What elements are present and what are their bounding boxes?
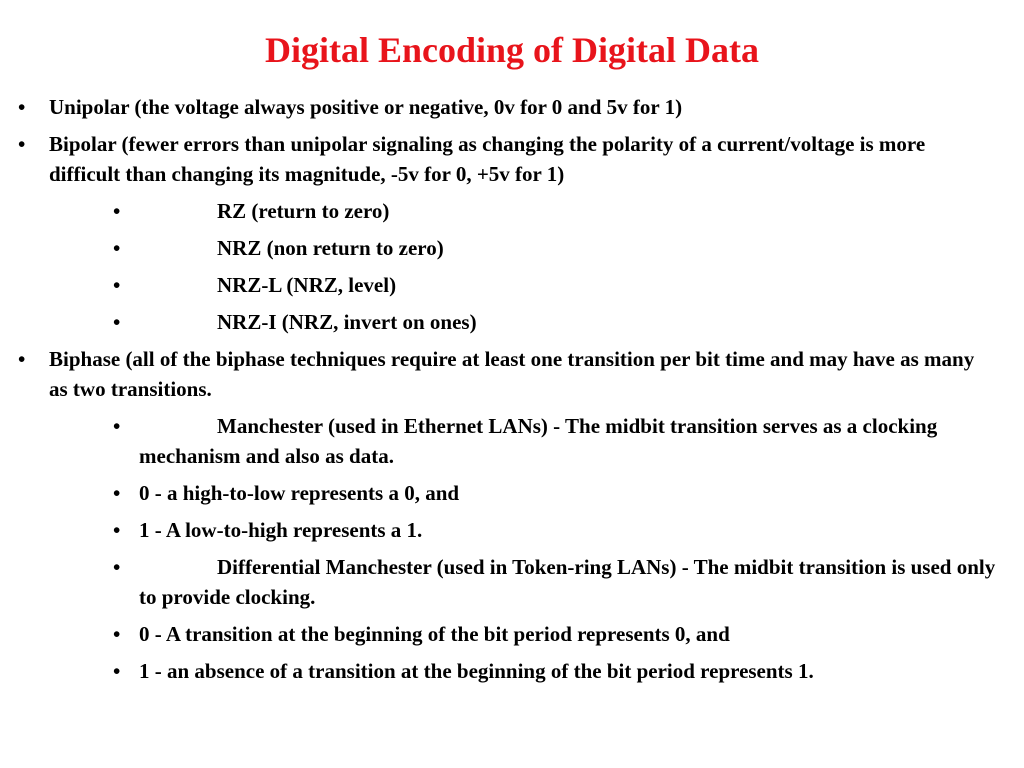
item-text: NRZ-I (NRZ, invert on ones) (217, 310, 477, 334)
slide-title: Digital Encoding of Digital Data (264, 30, 759, 70)
list-item (0, 619, 1009, 649)
item-text: Manchester (used in Ethernet LANs) - The midbit transition serves as a clocking mechanism and also as data. (139, 414, 938, 468)
list-item (0, 270, 1009, 300)
item-text: 1 - an absence of a transition at the beginning of the bit period represents 1. (139, 659, 814, 683)
list-item (0, 515, 1009, 545)
list-item (0, 552, 1009, 612)
item-text: Bipolar (fewer errors than unipolar signaling as changing the polarity of a current/voltage is more difficult than changing its magnitude, -5v for 0, +5v for 1) (49, 132, 926, 186)
list-item (0, 129, 979, 189)
bullet-icon: • (113, 236, 121, 260)
bullet-icon: • (113, 273, 121, 297)
list-item (0, 344, 979, 404)
list-item (0, 92, 979, 122)
list-item (0, 233, 1009, 263)
bullet-icon: • (18, 347, 26, 371)
item-text: RZ (return to zero) (217, 199, 390, 223)
item-text: NRZ-L (NRZ, level) (217, 273, 397, 297)
bullet-list (0, 92, 1024, 693)
bullet-icon: • (113, 622, 121, 646)
list-item (0, 411, 1009, 471)
bullet-icon: • (113, 414, 121, 438)
bullet-icon: • (113, 555, 121, 579)
item-text: Biphase (all of the biphase techniques require at least one transition per bit time and may have as many as two transitions. (49, 347, 975, 401)
item-text: NRZ (non return to zero) (217, 236, 444, 260)
bullet-icon: • (113, 199, 121, 223)
list-item (0, 196, 1009, 226)
bullet-icon: • (113, 518, 121, 542)
item-text: Differential Manchester (used in Token-ring LANs) - The midbit transition is used only to provide clocking. (139, 555, 996, 609)
list-item (0, 656, 1009, 686)
bullet-icon: • (18, 95, 26, 119)
item-text: 1 - A low-to-high represents a 1. (139, 518, 423, 542)
bullet-icon: • (113, 659, 121, 683)
list-item (0, 478, 1009, 508)
item-text: 0 - A transition at the beginning of the bit period represents 0, and (139, 622, 730, 646)
item-text: Unipolar (the voltage always positive or negative, 0v for 0 and 5v for 1) (49, 95, 683, 119)
bullet-icon: • (113, 310, 121, 334)
bullet-icon: • (113, 481, 121, 505)
item-text: 0 - a high-to-low represents a 0, and (139, 481, 460, 505)
list-item (0, 307, 1009, 337)
bullet-icon: • (18, 132, 26, 156)
